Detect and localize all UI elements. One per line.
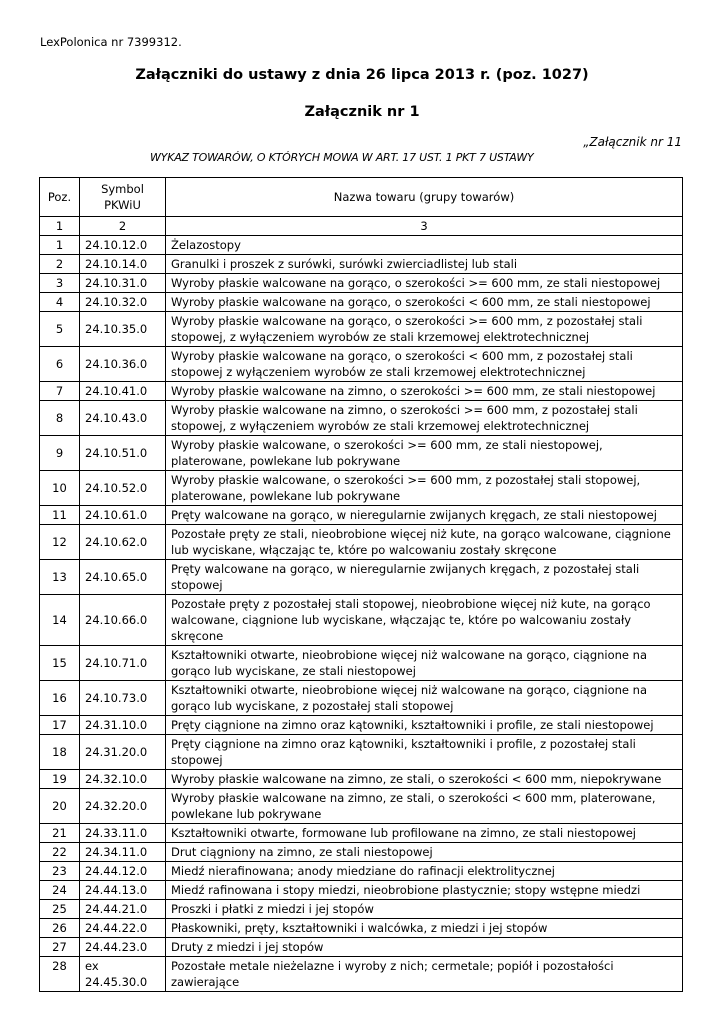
table-row xyxy=(40,401,683,436)
table-row xyxy=(40,471,683,506)
column-number: 3 xyxy=(166,217,683,236)
table-row xyxy=(40,681,683,716)
row-symbol: 24.10.51.0 xyxy=(80,436,166,471)
row-poz: 13 xyxy=(40,560,80,595)
row-poz: 20 xyxy=(40,789,80,824)
row-name: Pręty ciągnione na zimno oraz kątowniki, kształtowniki i profile, ze stali niestopowej xyxy=(166,716,683,735)
row-poz: 28 xyxy=(40,957,80,992)
row-poz: 16 xyxy=(40,681,80,716)
table-row xyxy=(40,506,683,525)
row-name: Kształtowniki otwarte, nieobrobione więcej niż walcowane na gorąco, ciągnione na gorąco lub wyciskane, z pozostałej stali stopowej xyxy=(166,681,683,716)
table-row xyxy=(40,274,683,293)
row-symbol: 24.10.35.0 xyxy=(80,312,166,347)
table-row xyxy=(40,312,683,347)
table-row xyxy=(40,938,683,957)
table-row xyxy=(40,436,683,471)
row-poz: 3 xyxy=(40,274,80,293)
row-poz: 15 xyxy=(40,646,80,681)
table-row xyxy=(40,347,683,382)
row-name: Pręty ciągnione na zimno oraz kątowniki, kształtowniki i profile, z pozostałej stali stopowej xyxy=(166,735,683,770)
row-name: Wyroby płaskie walcowane, o szerokości >= 600 mm, z pozostałej stali stopowej, platerowane, powlekane lub pokrywane xyxy=(166,471,683,506)
row-symbol: 24.44.12.0 xyxy=(80,862,166,881)
column-number: 2 xyxy=(80,217,166,236)
row-symbol: 24.10.71.0 xyxy=(80,646,166,681)
row-poz: 25 xyxy=(40,900,80,919)
row-name: Pozostałe pręty z pozostałej stali stopowej, nieobrobione więcej niż kute, na gorąco walcowane, ciągnione lub wyciskane, włączając te, które po walcowaniu zostały skręcone xyxy=(166,595,683,646)
header-symbol: Symbol PKWiU xyxy=(80,178,166,217)
row-name: Żelazostopy xyxy=(166,236,683,255)
row-poz: 9 xyxy=(40,436,80,471)
table-row xyxy=(40,843,683,862)
column-number-row xyxy=(40,217,683,236)
table-row xyxy=(40,881,683,900)
row-symbol: 24.10.14.0 xyxy=(80,255,166,274)
table-row xyxy=(40,525,683,560)
row-symbol: ex 24.45.30.0 xyxy=(80,957,166,992)
row-name: Miedź rafinowana i stopy miedzi, nieobrobione plastycznie; stopy wstępne miedzi xyxy=(166,881,683,900)
row-poz: 5 xyxy=(40,312,80,347)
row-name: Wyroby płaskie walcowane, o szerokości >= 600 mm, ze stali niestopowej, platerowane, powlekane lub pokrywane xyxy=(166,436,683,471)
row-name: Wyroby płaskie walcowane na gorąco, o szerokości < 600 mm, z pozostałej stali stopowej z wyłączeniem wyrobów ze stali krzemowej elektrotechnicznej xyxy=(166,347,683,382)
row-poz: 7 xyxy=(40,382,80,401)
row-poz: 2 xyxy=(40,255,80,274)
row-poz: 21 xyxy=(40,824,80,843)
row-name: Proszki i płatki z miedzi i jej stopów xyxy=(166,900,683,919)
row-name: Wyroby płaskie walcowane na gorąco, o szerokości < 600 mm, ze stali niestopowej xyxy=(166,293,683,312)
row-symbol: 24.34.11.0 xyxy=(80,843,166,862)
row-poz: 19 xyxy=(40,770,80,789)
row-symbol: 24.10.12.0 xyxy=(80,236,166,255)
table-row xyxy=(40,770,683,789)
annex-quote-label: „Załącznik nr 11 xyxy=(583,135,682,149)
row-symbol: 24.32.20.0 xyxy=(80,789,166,824)
table-row xyxy=(40,560,683,595)
table-row xyxy=(40,595,683,646)
document-source-header: LexPolonica nr 7399312. xyxy=(40,35,182,49)
row-symbol: 24.44.22.0 xyxy=(80,919,166,938)
row-poz: 1 xyxy=(40,236,80,255)
row-poz: 17 xyxy=(40,716,80,735)
row-name: Wyroby płaskie walcowane na gorąco, o szerokości >= 600 mm, ze stali niestopowej xyxy=(166,274,683,293)
row-poz: 4 xyxy=(40,293,80,312)
row-name: Miedź nierafinowana; anody miedziane do rafinacji elektrolitycznej xyxy=(166,862,683,881)
row-symbol: 24.10.65.0 xyxy=(80,560,166,595)
row-symbol: 24.10.73.0 xyxy=(80,681,166,716)
row-poz: 24 xyxy=(40,881,80,900)
row-poz: 18 xyxy=(40,735,80,770)
row-name: Wyroby płaskie walcowane na zimno, o szerokości >= 600 mm, z pozostałej stali stopowej, z wyłączeniem wyrobów ze stali krzemowej elektrotechnicznej xyxy=(166,401,683,436)
table-row xyxy=(40,900,683,919)
goods-table xyxy=(39,177,683,992)
row-symbol: 24.10.41.0 xyxy=(80,382,166,401)
table-row xyxy=(40,293,683,312)
row-name: Pozostałe pręty ze stali, nieobrobione więcej niż kute, na gorąco walcowane, ciągnione lub wyciskane, włączając te, które po walcowaniu zostały skręcone xyxy=(166,525,683,560)
row-name: Wyroby płaskie walcowane na zimno, ze stali, o szerokości < 600 mm, niepokrywane xyxy=(166,770,683,789)
row-symbol: 24.31.20.0 xyxy=(80,735,166,770)
row-name: Drut ciągniony na zimno, ze stali niestopowej xyxy=(166,843,683,862)
row-poz: 6 xyxy=(40,347,80,382)
list-title: WYKAZ TOWARÓW, O KTÓRYCH MOWA W ART. 17 UST. 1 PKT 7 USTAWY xyxy=(150,151,534,164)
row-name: Wyroby płaskie walcowane na zimno, ze stali, o szerokości < 600 mm, platerowane, powlekane lub pokrywane xyxy=(166,789,683,824)
table-row xyxy=(40,824,683,843)
row-symbol: 24.44.13.0 xyxy=(80,881,166,900)
row-symbol: 24.44.21.0 xyxy=(80,900,166,919)
row-symbol: 24.33.11.0 xyxy=(80,824,166,843)
column-number: 1 xyxy=(40,217,80,236)
row-name: Pręty walcowane na gorąco, w nieregularnie zwijanych kręgach, z pozostałej stali stopowej xyxy=(166,560,683,595)
table-row xyxy=(40,255,683,274)
row-symbol: 24.10.43.0 xyxy=(80,401,166,436)
table-row xyxy=(40,919,683,938)
table-row xyxy=(40,236,683,255)
table-header-row xyxy=(40,178,683,217)
row-name: Kształtowniki otwarte, formowane lub profilowane na zimno, ze stali niestopowej xyxy=(166,824,683,843)
row-poz: 23 xyxy=(40,862,80,881)
table-row xyxy=(40,716,683,735)
table-row xyxy=(40,735,683,770)
row-name: Granulki i proszek z surówki, surówki zwierciadlistej lub stali xyxy=(166,255,683,274)
row-symbol: 24.10.31.0 xyxy=(80,274,166,293)
row-symbol: 24.10.36.0 xyxy=(80,347,166,382)
row-symbol: 24.32.10.0 xyxy=(80,770,166,789)
row-name: Kształtowniki otwarte, nieobrobione więcej niż walcowane na gorąco, ciągnione na gorąco lub wyciskane, ze stali niestopowej xyxy=(166,646,683,681)
table-row xyxy=(40,789,683,824)
row-name: Płaskowniki, pręty, kształtowniki i walcówka, z miedzi i jej stopów xyxy=(166,919,683,938)
row-name: Wyroby płaskie walcowane na gorąco, o szerokości >= 600 mm, z pozostałej stali stopowej, z wyłączeniem wyrobów ze stali krzemowej elektrotechnicznej xyxy=(166,312,683,347)
page-title: Załączniki do ustawy z dnia 26 lipca 2013 r. (poz. 1027) xyxy=(135,67,589,83)
row-symbol: 24.10.61.0 xyxy=(80,506,166,525)
row-symbol: 24.10.32.0 xyxy=(80,293,166,312)
row-name: Druty z miedzi i jej stopów xyxy=(166,938,683,957)
table-row xyxy=(40,646,683,681)
row-poz: 12 xyxy=(40,525,80,560)
row-name: Pręty walcowane na gorąco, w nieregularnie zwijanych kręgach, ze stali niestopowej xyxy=(166,506,683,525)
row-poz: 26 xyxy=(40,919,80,938)
row-name: Wyroby płaskie walcowane na zimno, o szerokości >= 600 mm, ze stali niestopowej xyxy=(166,382,683,401)
row-name: Pozostałe metale nieżelazne i wyroby z nich; cermetale; popiół i pozostałości zawierające xyxy=(166,957,683,992)
row-poz: 27 xyxy=(40,938,80,957)
row-poz: 14 xyxy=(40,595,80,646)
header-poz: Poz. xyxy=(40,178,80,217)
row-poz: 10 xyxy=(40,471,80,506)
row-poz: 8 xyxy=(40,401,80,436)
table-row xyxy=(40,957,683,992)
row-symbol: 24.31.10.0 xyxy=(80,716,166,735)
row-poz: 11 xyxy=(40,506,80,525)
annex-subtitle: Załącznik nr 1 xyxy=(304,104,420,120)
table-row xyxy=(40,862,683,881)
row-poz: 22 xyxy=(40,843,80,862)
row-symbol: 24.10.62.0 xyxy=(80,525,166,560)
row-symbol: 24.10.52.0 xyxy=(80,471,166,506)
row-symbol: 24.44.23.0 xyxy=(80,938,166,957)
header-name: Nazwa towaru (grupy towarów) xyxy=(166,178,683,217)
row-symbol: 24.10.66.0 xyxy=(80,595,166,646)
table-row xyxy=(40,382,683,401)
